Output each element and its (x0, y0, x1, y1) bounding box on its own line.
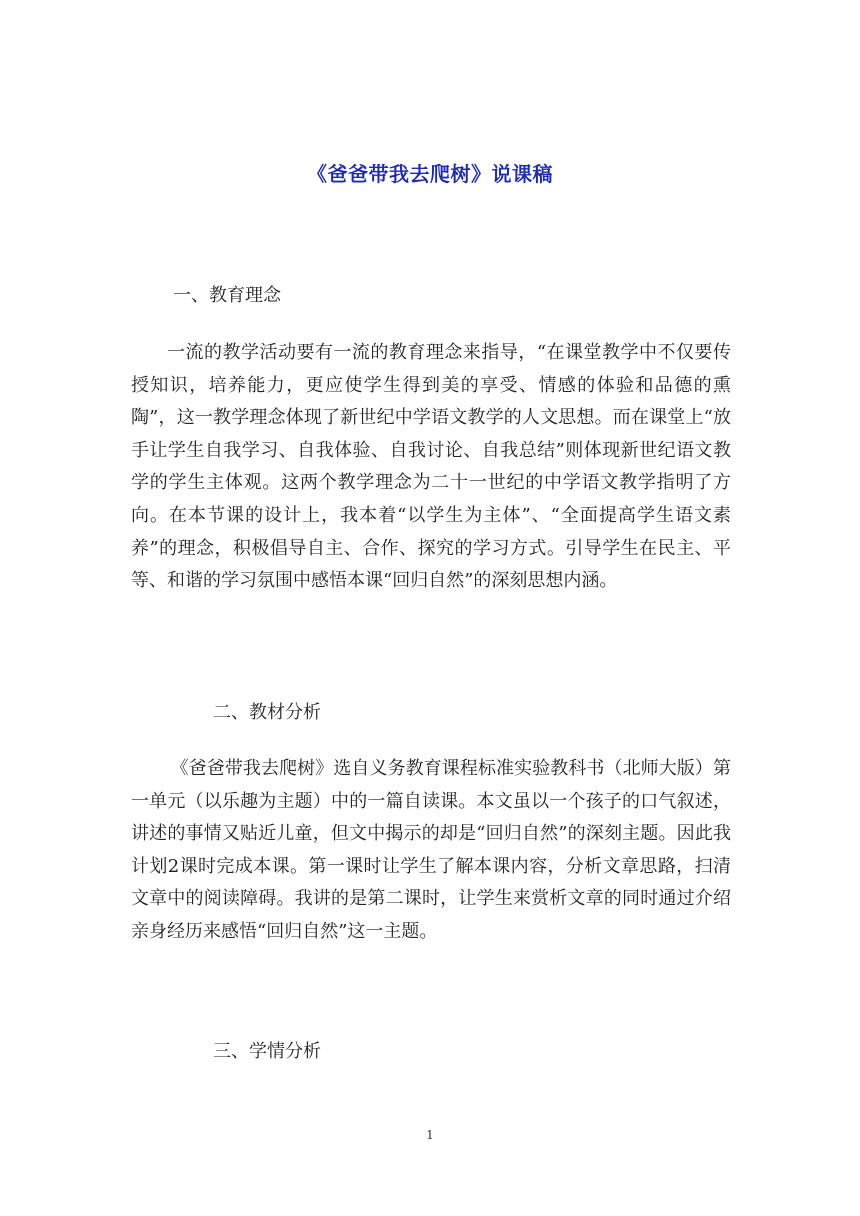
section-heading-2: 二、教材分析 (213, 702, 321, 723)
page-number: 1 (426, 1128, 434, 1142)
section-paragraph-1: 一流的教学活动要有一流的教育理念来指导，“在课堂教学中不仅要传授知识，培养能力，更应使学生得到美的享受、情感的体验和品德的熏陶”，这一教学理念体现了新世纪中学语文教学的人文思想。而在课堂上“放手让学生自我学习、自我体验、自我讨论、自我总结”则体现新世纪语文教学的学生主体观。这两个教学理念为二十一世纪的中学语文教学指明了方向。在本节课的设计上，我本着“以学生为主体”、“全面提高学生语文素养”的理念，积极倡导自主、合作、探究的学习方式。引导学生在民主、平等、和谐的学习氛围中感悟本课“回归自然”的深刻思想内涵。 (131, 342, 731, 592)
section-heading-3: 三、学情分析 (213, 1041, 321, 1062)
section-paragraph-2: 《爸爸带我去爬树》选自义务教育课程标准实验教科书（北师大版）第一单元（以乐趣为主题）中的一篇自读课。本文虽以一个孩子的口气叙述，讲述的事情又贴近儿童，但文中揭示的却是“回归自然”的深刻主题。因此我计划2课时完成本课。第一课时让学生了解本课内容，分析文章思路，扫清文章中的阅读障碍。我讲的是第二课时，让学生来赏析文章的同时通过介绍亲身经历来感悟“回归自然”这一主题。 (131, 758, 731, 942)
document-title: 《爸爸带我去爬树》说课稿 (307, 162, 553, 186)
section-heading-1: 一、教育理念 (173, 285, 281, 306)
